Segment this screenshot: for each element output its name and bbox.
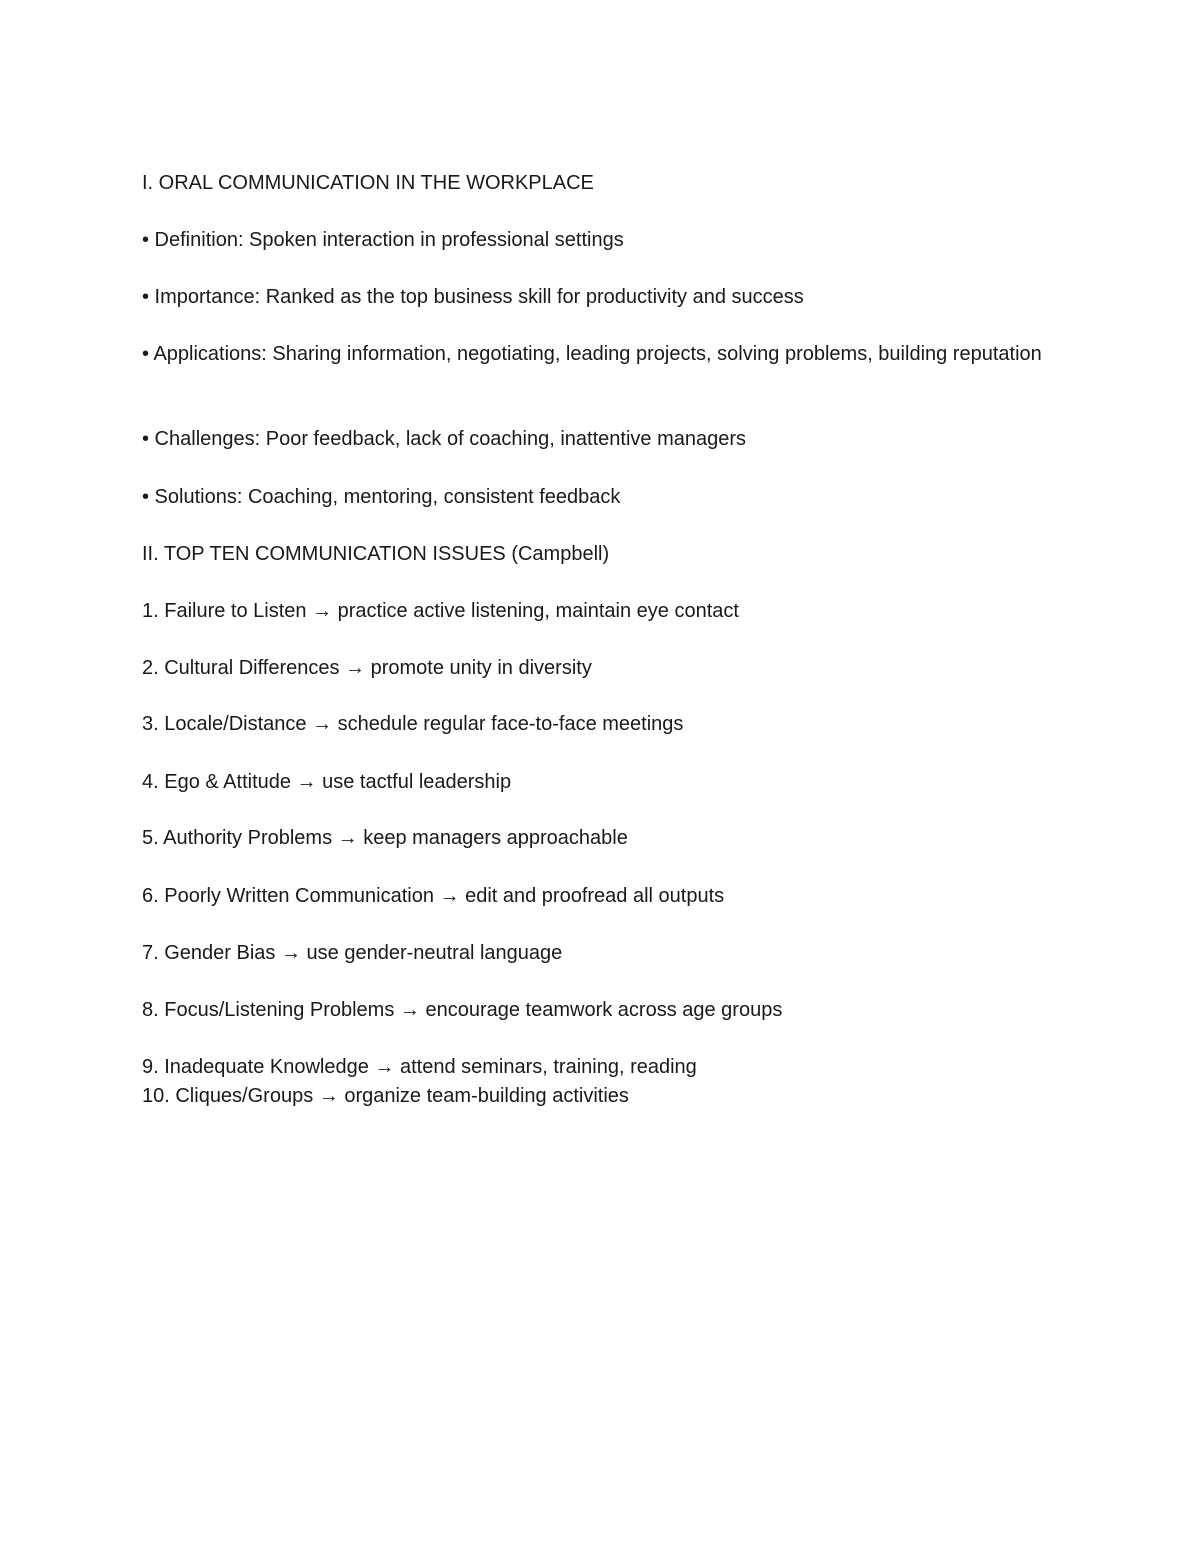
bullet-importance: • Importance: Ranked as the top business skill for productivity and success — [142, 286, 804, 308]
section-heading-oral-communication: I. ORAL COMMUNICATION IN THE WORKPLACE — [142, 172, 594, 194]
list-item: 6. Poorly Written Communication → edit and proofread all outputs — [142, 885, 725, 907]
list-item: 5. Authority Problems → keep managers approachable — [142, 827, 628, 849]
list-item: 4. Ego & Attitude → use tactful leadership — [142, 771, 512, 793]
bullet-challenges: • Challenges: Poor feedback, lack of coaching, inattentive managers — [142, 428, 747, 450]
bullet-applications: • Applications: Sharing information, negotiating, leading projects, solving problems, building reputation — [142, 343, 1042, 365]
list-item: 10. Cliques/Groups → organize team-building activities — [142, 1085, 629, 1107]
list-item: 3. Locale/Distance → schedule regular face-to-face meetings — [142, 713, 684, 735]
bullet-definition: • Definition: Spoken interaction in professional settings — [142, 229, 624, 251]
list-item: 9. Inadequate Knowledge → attend seminars, training, reading — [142, 1056, 697, 1078]
list-item: 8. Focus/Listening Problems → encourage teamwork across age groups — [142, 999, 783, 1021]
list-item: 1. Failure to Listen → practice active listening, maintain eye contact — [142, 600, 739, 622]
section-heading-top-ten-issues: II. TOP TEN COMMUNICATION ISSUES (Campbell) — [142, 543, 610, 565]
bullet-solutions: • Solutions: Coaching, mentoring, consistent feedback — [142, 486, 621, 508]
list-item: 7. Gender Bias → use gender-neutral language — [142, 942, 563, 964]
list-item: 2. Cultural Differences → promote unity in diversity — [142, 657, 592, 679]
